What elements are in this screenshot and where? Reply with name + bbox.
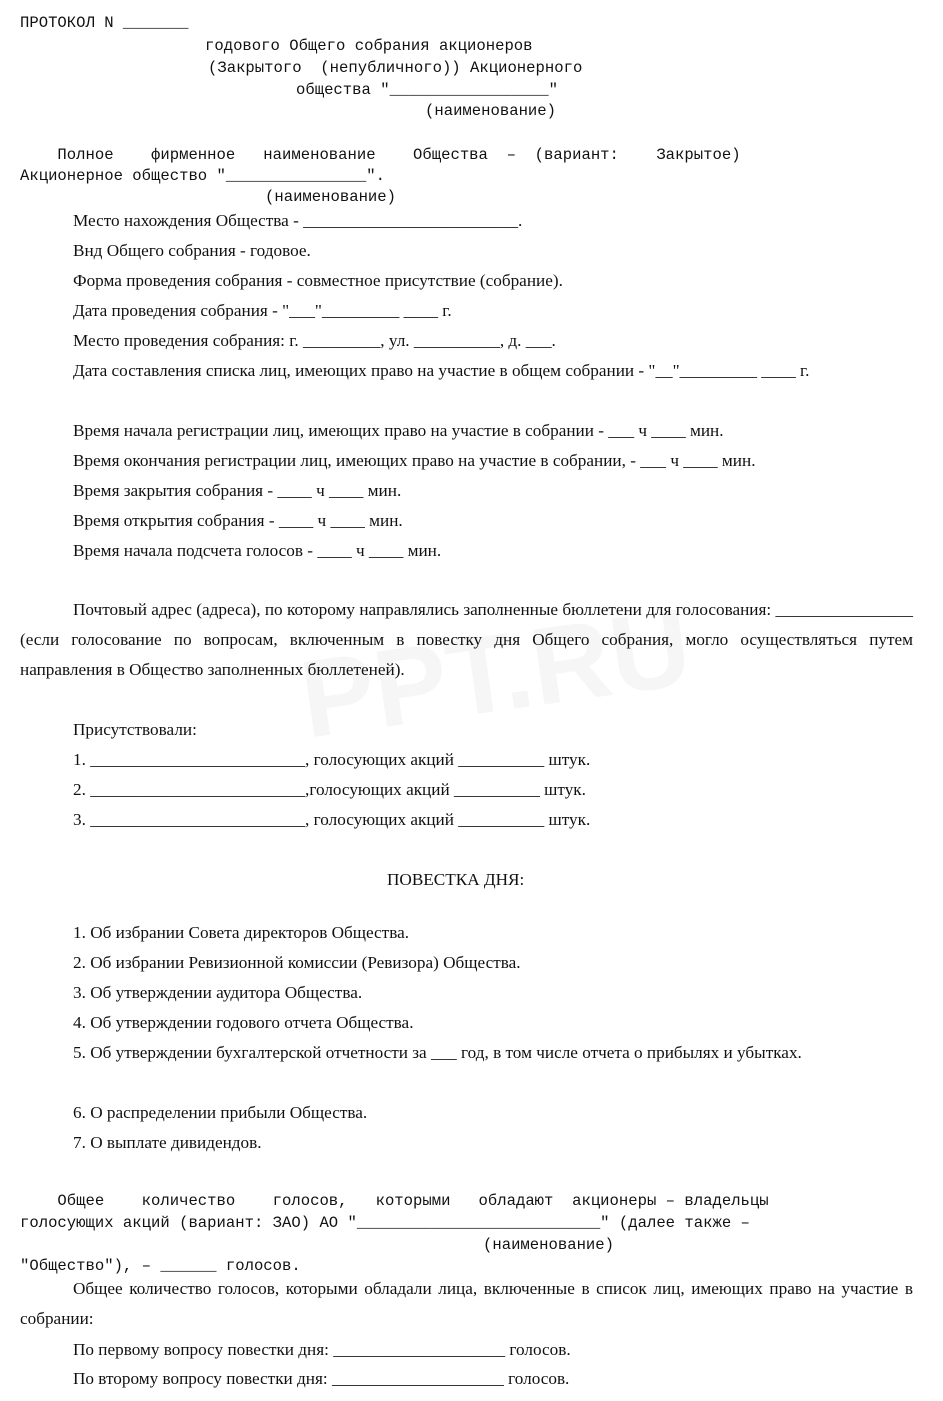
header-line-2: годового Общего собрания акционеров <box>205 37 533 55</box>
full-name-caption: (наименование) <box>265 188 397 206</box>
votes-paragraph-text: Общее количество голосов, которыми обладали лица, включенные в список лиц, имеющих право на участие в собрании: <box>20 1279 913 1328</box>
agenda-item-1: 1. Об избрании Совета директоров Общества. <box>73 923 410 942</box>
header-name-caption: (наименование) <box>425 102 557 120</box>
votes-paragraph <box>20 1274 913 1334</box>
agenda-item-7: 7. О выплате дивидендов. <box>73 1133 262 1152</box>
present-item-3: 3. _________________________, голосующих акций __________ штук. <box>73 810 591 829</box>
time-closing: Время закрытия собрания - ____ ч ____ мин. <box>73 481 402 500</box>
postal-text: Почтовый адрес (адреса), по которому направлялись заполненные бюллетени для голосования: ________________ (если голосование по вопросам, включенным в повестку дня Общего собрания, могло осуществляться путем направления в Общество заполненных бюллетеней). <box>20 600 913 679</box>
agenda-item-3: 3. Об утверждении аудитора Общества. <box>73 983 363 1002</box>
agenda-item-5-paragraph <box>20 1038 913 1068</box>
votes-name-caption: (наименование) <box>483 1236 615 1254</box>
agenda-item-2: 2. Об избрании Ревизионной комиссии (Ревизора) Общества. <box>73 953 521 972</box>
list-date-text: Дата составления списка лиц, имеющих право на участие в общем собрании - "__"_________ ____ г. <box>73 361 810 380</box>
agenda-item-5: 5. Об утверждении бухгалтерской отчетности за ___ год, в том числе отчета о прибылях и убытках. <box>73 1043 802 1062</box>
agenda-item-6: 6. О распределении прибыли Общества. <box>73 1103 368 1122</box>
list-date-paragraph <box>20 356 913 386</box>
detail-meeting-date: Дата проведения собрания - "___"_________ ____ г. <box>73 301 452 320</box>
votes-line-2: голосующих акций (вариант: ЗАО) АО "__________________________" (далее также – <box>20 1214 750 1232</box>
time-registration-end: Время окончания регистрации лиц, имеющих право на участие в собрании, - ___ ч ____ мин. <box>73 451 756 470</box>
full-name-line-1: Полное фирменное наименование Общества – (вариант: Закрытое) <box>20 146 741 164</box>
postal-paragraph <box>20 595 913 685</box>
header-line-3: (Закрытого (непубличного)) Акционерного <box>208 59 583 77</box>
agenda-title: ПОВЕСТКА ДНЯ: <box>387 870 525 889</box>
detail-meeting-form: Форма проведения собрания - совместное присутствие (собрание). <box>73 271 563 290</box>
full-name-line-2: Акционерное общество "_______________". <box>20 167 385 185</box>
votes-line-4: "Общество"), – ______ голосов. <box>20 1257 301 1275</box>
present-title: Присутствовали: <box>73 720 197 739</box>
time-opening: Время открытия собрания - ____ ч ____ мин. <box>73 511 403 530</box>
present-item-1: 1. _________________________, голосующих акций __________ штук. <box>73 750 591 769</box>
detail-meeting-place: Место проведения собрания: г. _________, ул. __________, д. ___. <box>73 331 556 350</box>
time-registration-start: Время начала регистрации лиц, имеющих право на участие в собрании - ___ ч ____ мин. <box>73 421 724 440</box>
detail-location: Место нахождения Общества - _________________________. <box>73 211 523 230</box>
agenda-item-4: 4. Об утверждении годового отчета Общества. <box>73 1013 414 1032</box>
votes-line-1: Общее количество голосов, которыми обладают акционеры – владельцы <box>20 1192 769 1210</box>
protocol-number: ПРОТОКОЛ N _______ <box>20 14 189 32</box>
votes-question-2: По второму вопросу повестки дня: ____________________ голосов. <box>73 1369 570 1388</box>
present-item-2: 2. _________________________,голосующих акций __________ штук. <box>73 780 586 799</box>
votes-question-1: По первому вопросу повестки дня: ____________________ голосов. <box>73 1340 571 1359</box>
header-line-4: общества "_________________" <box>296 81 559 99</box>
detail-meeting-type: Внд Общего собрания - годовое. <box>73 241 311 260</box>
time-vote-count: Время начала подсчета голосов - ____ ч ____ мин. <box>73 541 442 560</box>
